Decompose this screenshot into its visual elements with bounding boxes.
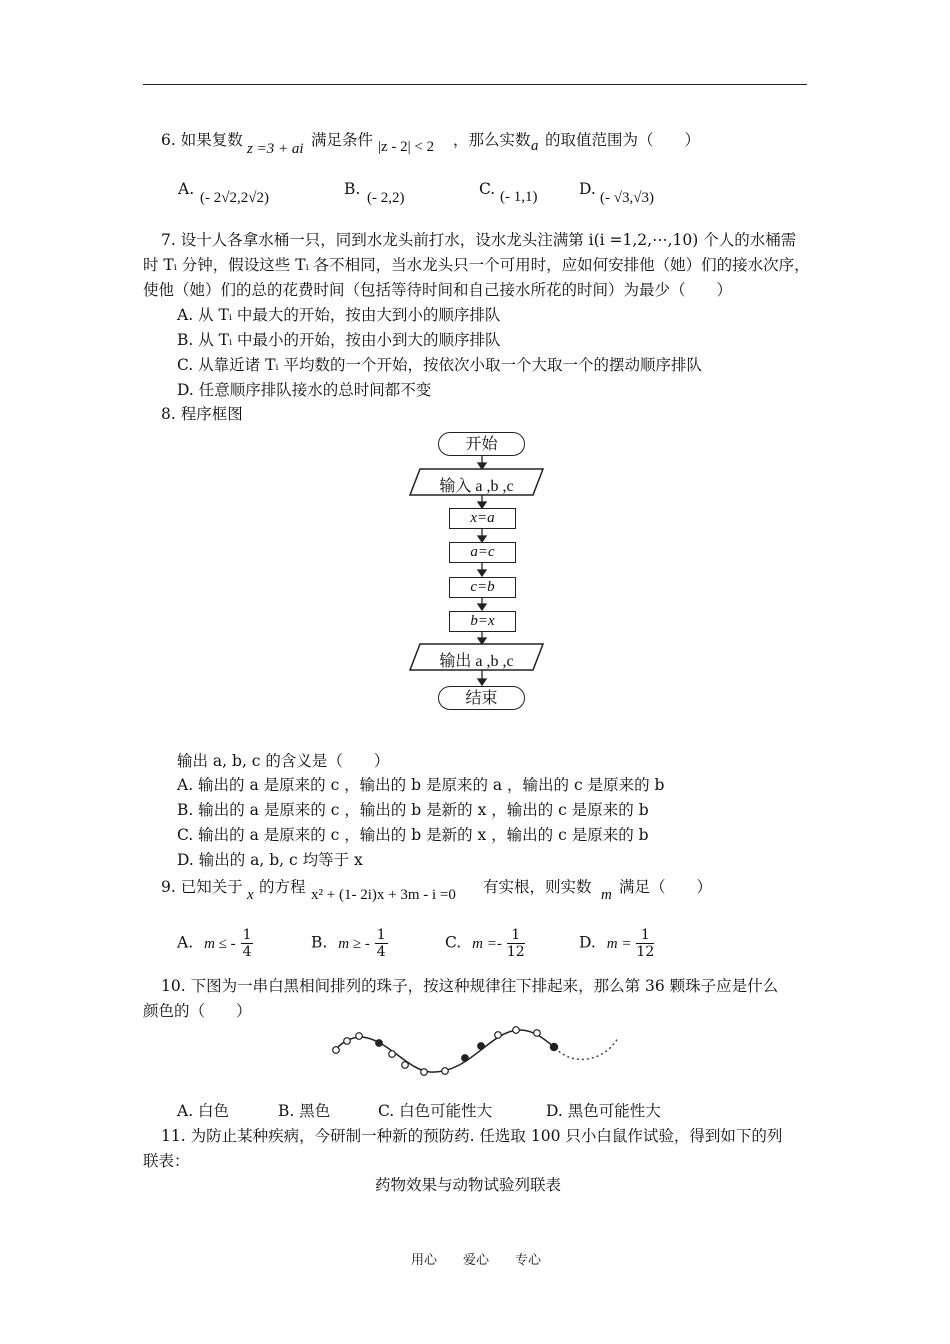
q6-option-c-label: C. [479,180,496,198]
q6-option-c-math: (- 1,1) [500,189,538,205]
q10-option-a: A. 白色 [177,1102,230,1120]
flow-step-a-c: a=c [449,542,516,563]
q10-option-d: D. 黑色可能性大 [546,1102,661,1120]
bead-black [462,1055,469,1062]
q9-option-c-label: C. [445,933,462,952]
bead-white [495,1032,502,1039]
q9-option-c-rel: m =- [472,935,502,952]
q9-option-d-label: D. [579,933,596,952]
q9-option-a-label: A. [177,933,194,952]
q6-text-a: 6. 如果复数 [161,131,243,149]
q9-text-c: 有实根，则实数 [483,878,592,896]
q6-math-z: z =3 + ai [247,141,304,157]
q9-option-c-fraction: $\frac{1}{12}$ [506,927,525,960]
q9-math-x: x [247,887,254,903]
bead-white [513,1027,520,1034]
q9-math-m: m [601,887,612,903]
q7-option-d: D. 任意顺序排队接水的总时间都不变 [177,381,432,399]
q11-line-1: 11. 为防止某种疾病，今研制一种新的预防药. 任选取 100 只小白鼠作试验，得到如下的列 [161,1127,783,1145]
q9-option-d-fraction: $\frac{1}{12}$ [636,927,655,960]
flow-input-label: 输入 a ,b ,c [439,478,514,495]
bead-white [356,1033,363,1040]
flow-step-c-b: c=b [449,577,516,598]
q9-text-b: 的方程 [259,878,306,896]
bead-white [402,1062,409,1069]
q9-option-a [177,927,253,960]
q6-text-c: ，那么实数 [453,131,531,149]
q8-question: 输出 a, b, c 的含义是（ ） [177,752,390,770]
q9-option-b-fraction: $\frac{1}{4}$ [376,927,386,960]
q9-text-d: 满足（ ） [619,878,713,896]
bead-string-dotted [555,1038,618,1059]
bead-white [333,1047,340,1054]
page-footer: 用心 爱心 专心 [411,1253,542,1268]
q6-option-b-math: (- 2,2) [367,190,405,206]
q9-math-equation: x² + (1- 2i)x + 3m - i =0 [311,887,456,903]
q7-line-2: 时 Tᵢ 分钟，假设这些 Tᵢ 各不相同，当水龙头只一个可用时，应如何安排他（她）们的接水次序， [143,256,810,274]
q8-option-a: A. 输出的 a 是原来的 c ，输出的 b 是原来的 a ，输出的 c 是原来的 b [177,776,665,794]
flow-step-b-x: b=x [449,611,516,632]
flow-step-x-a: x=a [449,508,516,529]
q6-text-d: 的取值范围为（ ） [545,131,701,149]
bead-string [333,1030,555,1072]
beads [333,1027,558,1076]
bead-white [421,1069,428,1076]
q9-option-b-label: B. [311,933,328,952]
q9-option-b-rel: m ≥ - [338,935,370,952]
q8-title: 8. 程序框图 [161,405,243,423]
q8-option-c: C. 输出的 a 是原来的 c ，输出的 b 是新的 x ，输出的 c 是原来的 b [177,826,649,844]
q7-option-c: C. 从靠近诸 Tᵢ 平均数的一个开始，按依次小取一个大取一个的摆动顺序排队 [177,356,702,374]
q8-option-b: B. 输出的 a 是原来的 c ，输出的 b 是新的 x ，输出的 c 是原来的 b [177,801,649,819]
bead-white [344,1038,351,1045]
bead-black [478,1043,485,1050]
q7-option-a: A. 从 Tᵢ 中最大的开始，按由大到小的顺序排队 [177,306,501,324]
q8-option-d: D. 输出的 a, b, c 均等于 x [177,851,363,869]
flow-start: 开始 [438,432,525,456]
q10-line-2: 颜色的（ ） [143,1002,252,1020]
q7-line-1: 7. 设十人各拿水桶一只，同到水龙头前打水，设水龙头注满第 i(i =1,2,⋯,10) 个人的水桶需 [161,231,797,249]
flow-output-label: 输出 a ,b ,c [439,653,514,670]
q9-option-a-fraction: $\frac{1}{4}$ [242,927,252,960]
q9-option-c [445,927,525,960]
q6-option-d-math: (- √3,√3) [600,190,654,206]
q6-option-a-label: A. [178,180,195,198]
q6-option-d-label: D. [579,180,596,198]
q9-text-a: 9. 已知关于 [161,878,243,896]
q6-option-a-math: (- 2√2,2√2) [200,190,269,206]
q6-math-cond: |z - 2| < 2 [378,139,435,155]
flow-end: 结束 [438,686,525,710]
q6-math-a: a [531,138,539,154]
q6-option-b-label: B. [344,180,361,198]
q7-line-3: 使他（她）们的总的花费时间（包括等待时间和自己接水所花的时间）为最少（ ） [143,281,733,299]
q9-option-d [579,927,654,960]
bead-black [550,1043,557,1050]
q9-option-b [311,927,388,960]
q10-option-c: C. 白色可能性大 [378,1102,493,1120]
bead-white [534,1030,541,1037]
q6-text-b: 满足条件 [311,131,374,149]
q11-line-2: 联表： [143,1152,190,1170]
q10-line-1: 10. 下图为一串白黑相间排列的珠子，按这种规律往下排起来，那么第 36 颗珠子应是什么 [161,977,779,995]
bead-white [389,1051,396,1058]
q9-option-a-rel: m ≤ - [204,935,236,952]
q9-option-d-rel: m = [606,935,632,952]
q10-option-b: B. 黑色 [278,1102,331,1120]
q11-table-title: 药物效果与动物试验列联表 [375,1176,562,1194]
bead-black [376,1040,383,1047]
q7-option-b: B. 从 Tᵢ 中最小的开始，按由小到大的顺序排队 [177,331,501,349]
bead-white [442,1068,449,1075]
